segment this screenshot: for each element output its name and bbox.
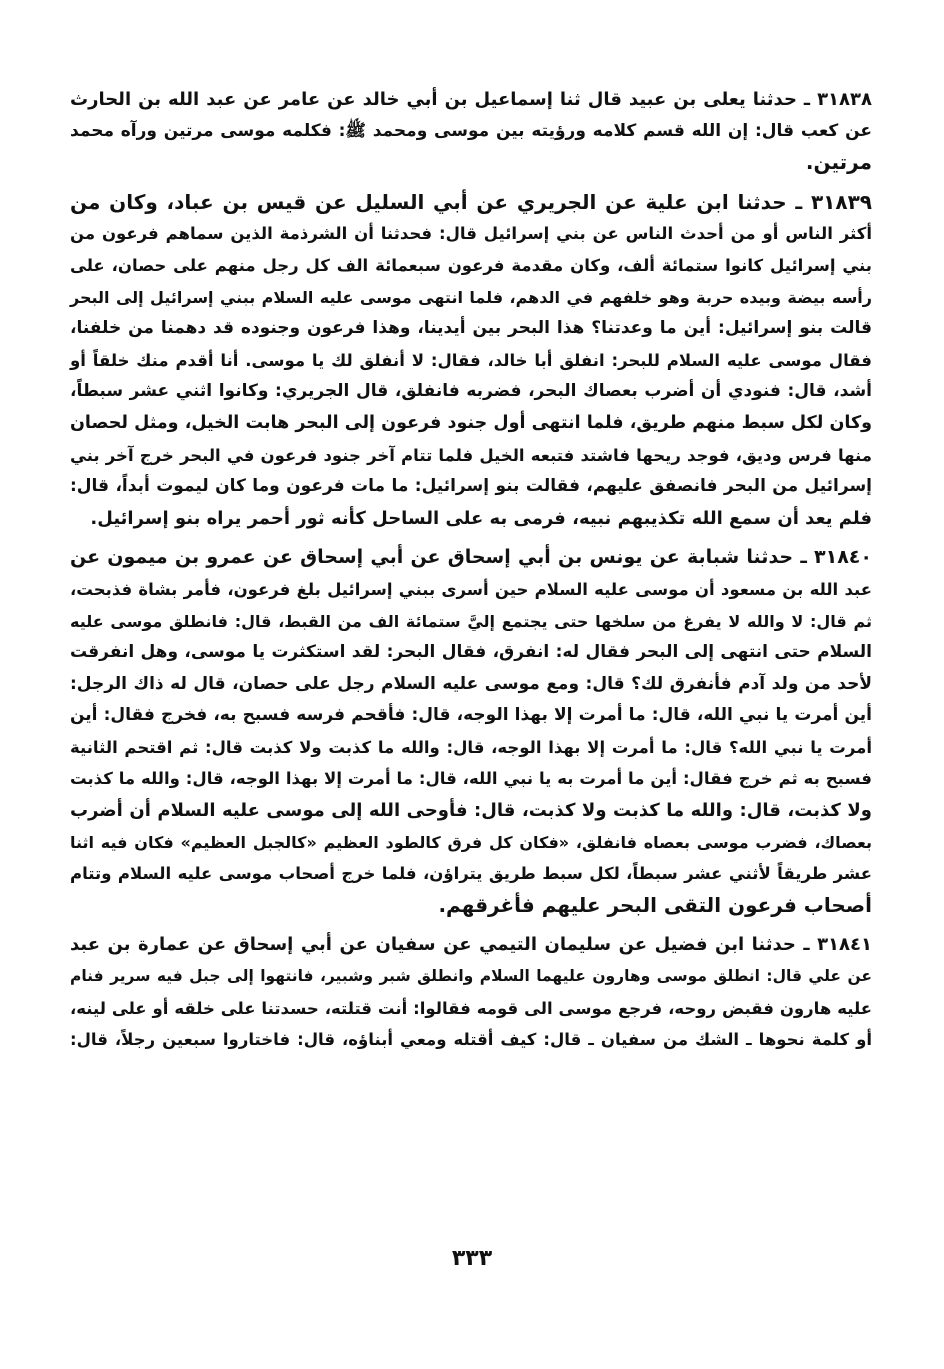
text-line: عبد الله بن مسعود أن موسى عليه السلام حين أسرى ببني إسرائيل بلغ فرعون، فأمر بشاة فذبحت،: [70, 579, 872, 599]
text-line: أشد، قال: فنودي أن أضرب بعصاك البحر، فضربه فانفلق، قال الجريري: وكانوا اثني عشر سبطاً،: [70, 381, 872, 402]
text-line: أكثر الناس أو من أحدث الناس عن بني إسرائيل قال: فحدثنا أن الشرذمة الذين سماهم فرعون من: [70, 224, 872, 244]
text-line: مرتين.: [805, 150, 872, 175]
text-line: أمرت يا نبي الله؟ قال: ما أمرت إلا بهذا الوجه، قال: والله ما كذبت ولا كذبت قال: ثم اقتحم الثانية: [70, 737, 872, 757]
hadith-31840: [70, 542, 872, 921]
text-line: بعصاك، فضرب موسى بعصاه فانفلق، «فكان كل فرق كالطود العظيم «كالجبل العظيم» فكان فيه اثنا: [70, 832, 872, 852]
text-line: لأحد من ولد آدم فأنفرق لك؟ قال: ومع موسى عليه السلام رجل على حصان، قال له ذاك الرجل:: [70, 673, 872, 694]
text-line: ثم قال: لا والله لا يفرغ من سلخها حتى يجتمع إليَّ ستمائة الف من القبط، قال: فانطلق موسى عليه: [70, 611, 872, 631]
page-body: [70, 84, 872, 1064]
text-line: ٣١٨٤١ ـ حدثنا ابن فضيل عن سليمان التيمي عن سفيان عن أبي إسحاق عن عمارة بن عبد: [70, 934, 872, 956]
text-line: أو كلمة نحوها ـ الشك من سفيان ـ قال: كيف أقتله ومعي أبناؤه، قال: فاختاروا سبعين رجلاً، قال:: [70, 1030, 872, 1050]
hadith-31838: [70, 84, 872, 179]
text-line: ٣١٨٤٠ ـ حدثنا شبابة عن يونس بن أبي إسحاق عن أبي إسحاق عن عمرو بن ميمون عن: [70, 546, 872, 569]
text-line: فلم يعد أن سمع الله تكذيبهم نبيه، فرمى به على الساحل كأنه ثور أحمر يراه بنو إسرائيل.: [90, 507, 872, 529]
text-line: عليه هارون فقبض روحه، فرجع موسى الى قومه فقالوا: أنت قتلته، حسدتنا على خلقه أو على لينه،: [70, 998, 872, 1018]
text-line: منها فرس وديق، فوجد ريحها فاشتد فتبعه الخيل فلما تتام آخر جنود فرعون في البحر خرج آخر بني: [70, 445, 872, 465]
text-line: ٣١٨٣٨ ـ حدثنا يعلى بن عبيد قال ثنا إسماعيل بن أبي خالد عن عامر عن عبد الله بن الحارث: [70, 89, 872, 110]
text-line: السلام حتى انتهى إلى البحر فقال له: انفرق، فقال البحر: لقد استكثرت يا موسى، وهل انفرقت: [70, 642, 872, 663]
text-line: ٣١٨٣٩ ـ حدثنا ابن علية عن الجريري عن أبي السليل عن قيس بن عباد، وكان من: [70, 189, 872, 214]
text-line: أصحاب فرعون التقى البحر عليهم فأغرقهم.: [438, 892, 872, 917]
text-line: عن كعب قال: إن الله قسم كلامه ورؤيته بين موسى ومحمد ﷺ: فكلمه موسى مرتين ورآه محمد: [70, 120, 872, 141]
text-line: فقال موسى عليه السلام للبحر: انفلق أبا خالد، فقال: لا أنفلق لك يا موسى. أنا أقدم منك خلقاً أو: [70, 350, 872, 370]
hadith-31839: [70, 187, 872, 535]
text-line: فسبح به ثم خرج فقال: أين ما أمرت به يا نبي الله، قال: ما أمرت إلا بهذا الوجه، قال: والله ما كذبت: [70, 769, 872, 789]
text-line: قالت بنو إسرائيل: أين ما وعدتنا؟ هذا البحر بين أيدينا، وهذا فرعون وجنوده قد دهمنا من خلفنا،: [70, 318, 872, 339]
hadith-31841: [70, 929, 872, 1055]
text-line: رأسه بيضة وبيده حربة وهو خلفهم في الدهم، فلما انتهى موسى عليه السلام ببني إسرائيل إلى البحر: [70, 287, 872, 307]
text-line: عشر طريقاً لأثني عشر سبطاً، لكل سبط طريق يتراؤن، فلما خرج أصحاب موسى عليه السلام وتتام: [70, 864, 872, 884]
text-line: إسرائيل من البحر فانصفق عليهم، فقالت بنو إسرائيل: ما مات فرعون وما كان ليموت أبداً، قال:: [70, 476, 872, 497]
text-line: بني إسرائيل كانوا ستمائة ألف، وكان مقدمة فرعون سبعمائة الف كل رجل منهم على حصان، على: [70, 255, 872, 275]
text-line: وكان لكل سبط منهم طريق، فلما انتهى أول جنود فرعون إلى البحر هابت الخيل، ومثل لحصان: [70, 412, 872, 433]
page-number: ٣٣٣: [451, 1246, 493, 1271]
text-line: عن علي قال: انطلق موسى وهارون عليهما السلام وانطلق شبر وشبير، فانتهوا إلى جبل فيه سرير فنام: [70, 967, 872, 986]
text-line: ولا كذبت، قال: والله ما كذبت ولا كذبت، قال: فأوحى الله إلى موسى عليه السلام أن أضرب: [70, 800, 872, 822]
text-line: أين أمرت يا نبي الله، قال: ما أمرت إلا بهذا الوجه، قال: فأقحم فرسه فسبح به، فخرج فقال: أين: [70, 705, 872, 726]
